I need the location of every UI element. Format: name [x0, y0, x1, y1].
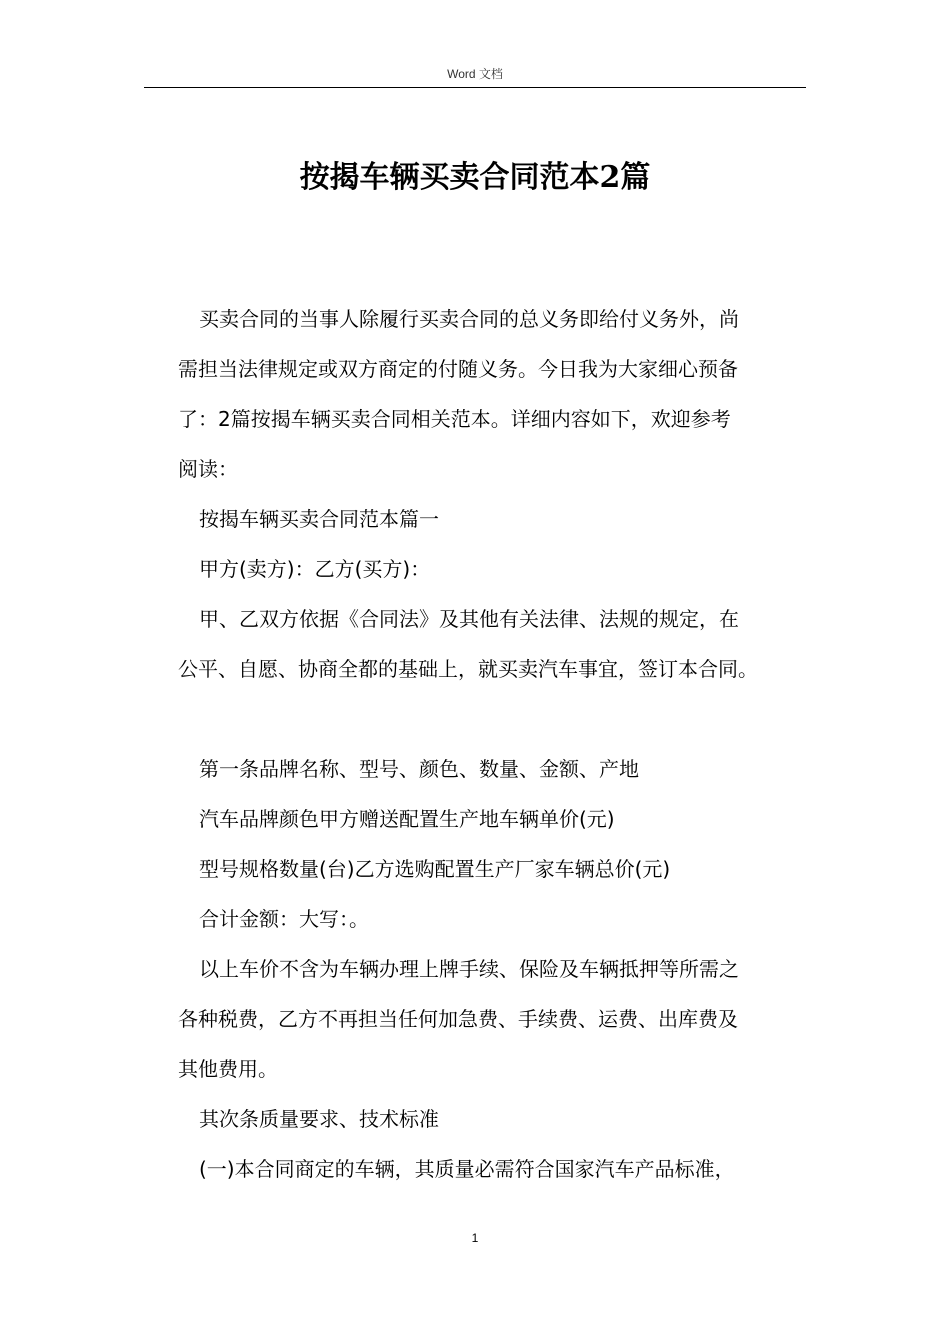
clause-heading: 其次条质量要求、技术标准 — [199, 1107, 439, 1131]
paragraph-line: 其他费用。 — [178, 1057, 278, 1081]
document-body — [178, 294, 808, 1194]
paragraph-line: 汽车品牌颜色甲方赠送配置生产地车辆单价(元) — [199, 807, 615, 831]
document-title: 按揭车辆买卖合同范本2篇 — [299, 160, 651, 195]
paragraph-line: (一)本合同商定的车辆，其质量必需符合国家汽车产品标准， — [199, 1157, 735, 1181]
paragraph-line: 以上车价不含为车辆办理上牌手续、保险及车辆抵押等所需之 — [199, 957, 739, 981]
paragraph-gap — [178, 694, 808, 744]
paragraph-line: 甲、乙双方依据《合同法》及其他有关法律、法规的规定，在 — [199, 607, 739, 631]
paragraph-line: 型号规格数量(台)乙方选购配置生产厂家车辆总价(元) — [199, 857, 671, 881]
paragraph-line: 了：2篇按揭车辆买卖合同相关范本。详细内容如下，欢迎参考 — [178, 407, 731, 431]
section-heading: 按揭车辆买卖合同范本篇一 — [199, 507, 439, 531]
header-rule — [144, 87, 806, 88]
paragraph-line: 甲方(卖方)：乙方(买方)： — [199, 557, 431, 581]
paragraph-line: 公平、自愿、协商全都的基础上，就买卖汽车事宜，签订本合同。 — [178, 657, 758, 681]
clause-heading: 第一条品牌名称、型号、颜色、数量、金额、产地 — [199, 757, 639, 781]
page-header-text: Word 文档 — [447, 67, 503, 81]
paragraph-line: 合计金额：大写：。 — [199, 907, 369, 931]
paragraph-line: 各种税费，乙方不再担当任何加急费、手续费、运费、出库费及 — [178, 1007, 738, 1031]
paragraph-line: 阅读： — [178, 457, 238, 481]
paragraph-line: 需担当法律规定或双方商定的付随义务。今日我为大家细心预备 — [178, 357, 738, 381]
page-number: 1 — [471, 1231, 479, 1245]
paragraph-line: 买卖合同的当事人除履行买卖合同的总义务即给付义务外，尚 — [199, 307, 739, 331]
